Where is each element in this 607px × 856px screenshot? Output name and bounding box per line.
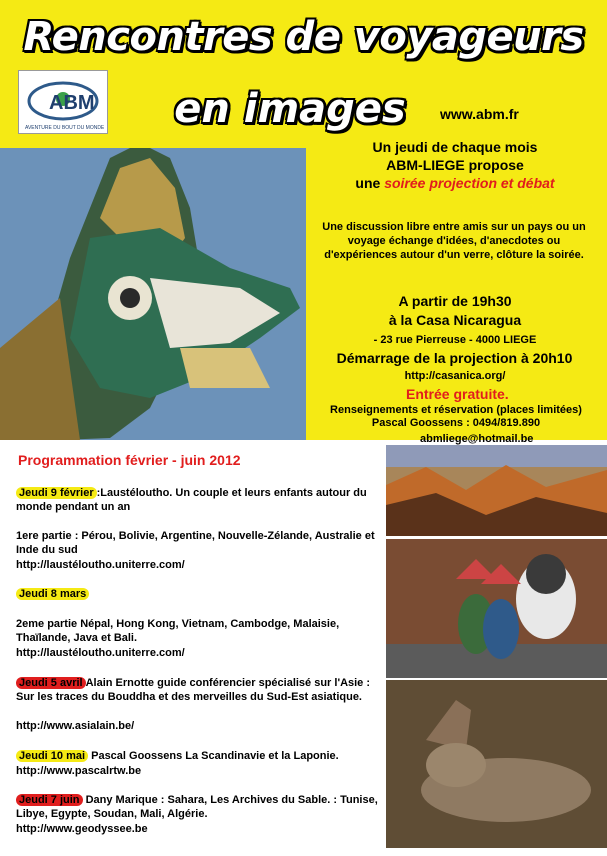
info-line3	[306, 174, 604, 192]
info-intro	[306, 138, 604, 192]
info-line3-prefix: une	[355, 175, 385, 191]
event-text: Pascal Goossens La Scandinavie et la Laponie.	[91, 750, 339, 762]
info-time: A partir de 19h30	[398, 293, 512, 309]
logo-subtitle: AVENTURE DU BOUT DU MONDE	[25, 125, 105, 131]
info-line3-highlight: soirée projection et débat	[384, 175, 555, 191]
event-text: Alain Ernotte guide conférencier spécialisé sur l'Asie : Sur les traces du Bouddha et des merveilles du Sud-Est asiatique.	[16, 677, 371, 703]
poster-title-line2: en images	[174, 86, 406, 132]
info-description: Une discussion libre entre amis sur un pays ou un voyage échange d'idées, d'anecdotes ou d'expériences autour d'un verre, clôture la soirée.	[322, 221, 586, 261]
info-line2: ABM-LIEGE propose	[386, 157, 524, 173]
logo-text: ABM	[49, 92, 95, 114]
event-date: Jeudi 10 mai	[16, 750, 88, 762]
gnomes-dog-photo	[386, 539, 607, 678]
event-jun	[16, 793, 384, 821]
event-date: Jeudi 9 février	[16, 487, 97, 499]
email-link[interactable]: abmliege@hotmail.be	[420, 433, 534, 445]
venue-url-link[interactable]: http://casanica.org/	[404, 370, 506, 382]
contact-line2: Pascal Goossens : 0494/819.890	[371, 417, 541, 429]
abm-logo	[18, 70, 108, 134]
program-title: Programmation février - juin 2012	[18, 452, 241, 468]
contact-line1: Renseignements et réservation (places limitées)	[330, 404, 582, 416]
kangaroo-photo	[386, 680, 607, 848]
event-date: Jeudi 8 mars	[16, 588, 89, 600]
event-may-link[interactable]: http://www.pascalrtw.be	[16, 765, 142, 777]
event-date: Jeudi 7 juin	[16, 794, 83, 806]
event-date: Jeudi 5 avril	[16, 677, 86, 689]
event-apr-link[interactable]: http://www.asialain.be/	[16, 720, 135, 732]
event-text: Dany Marique : Sahara, Les Archives du Sable. : Tunise, Libye, Egypte, Soudan, Mali, Algérie.	[16, 794, 378, 820]
info-address: - 23 rue Pierreuse - 4000 LIEGE	[373, 334, 537, 346]
info-venue: à la Casa Nicaragua	[388, 312, 522, 328]
info-time-venue	[306, 292, 604, 330]
info-start: Démarrage de la projection à 20h10	[336, 350, 573, 366]
event-mar-part2: 2eme partie Népal, Hong Kong, Vietnam, Cambodge, Malaisie, Thaïlande, Java et Bali.	[16, 618, 340, 644]
statue-photo	[0, 148, 306, 440]
info-line1: Un jeudi de chaque mois	[372, 139, 538, 155]
event-mar-link[interactable]: http://laustéloutho.uniterre.com/	[16, 647, 185, 659]
event-feb	[16, 486, 384, 514]
event-mar	[16, 587, 384, 601]
event-feb-link[interactable]: http://laustéloutho.uniterre.com/	[16, 559, 185, 571]
event-may	[16, 749, 384, 763]
entry-free: Entrée gratuite.	[406, 386, 509, 402]
contact-info	[310, 404, 602, 430]
event-text: :Laustéloutho. Un couple et leurs enfants autour du monde pendant un an	[16, 487, 367, 513]
mountain-photo	[386, 445, 607, 536]
event-feb-part1: 1ere partie : Pérou, Bolivie, Argentine, Nouvelle-Zélande, Australie et Inde du sud	[16, 530, 375, 556]
website-link[interactable]: www.abm.fr	[440, 106, 519, 122]
poster-title-line1: Rencontres de voyageurs	[23, 14, 584, 60]
event-apr	[16, 676, 384, 704]
event-jun-link[interactable]: http://www.geodyssee.be	[16, 823, 148, 835]
